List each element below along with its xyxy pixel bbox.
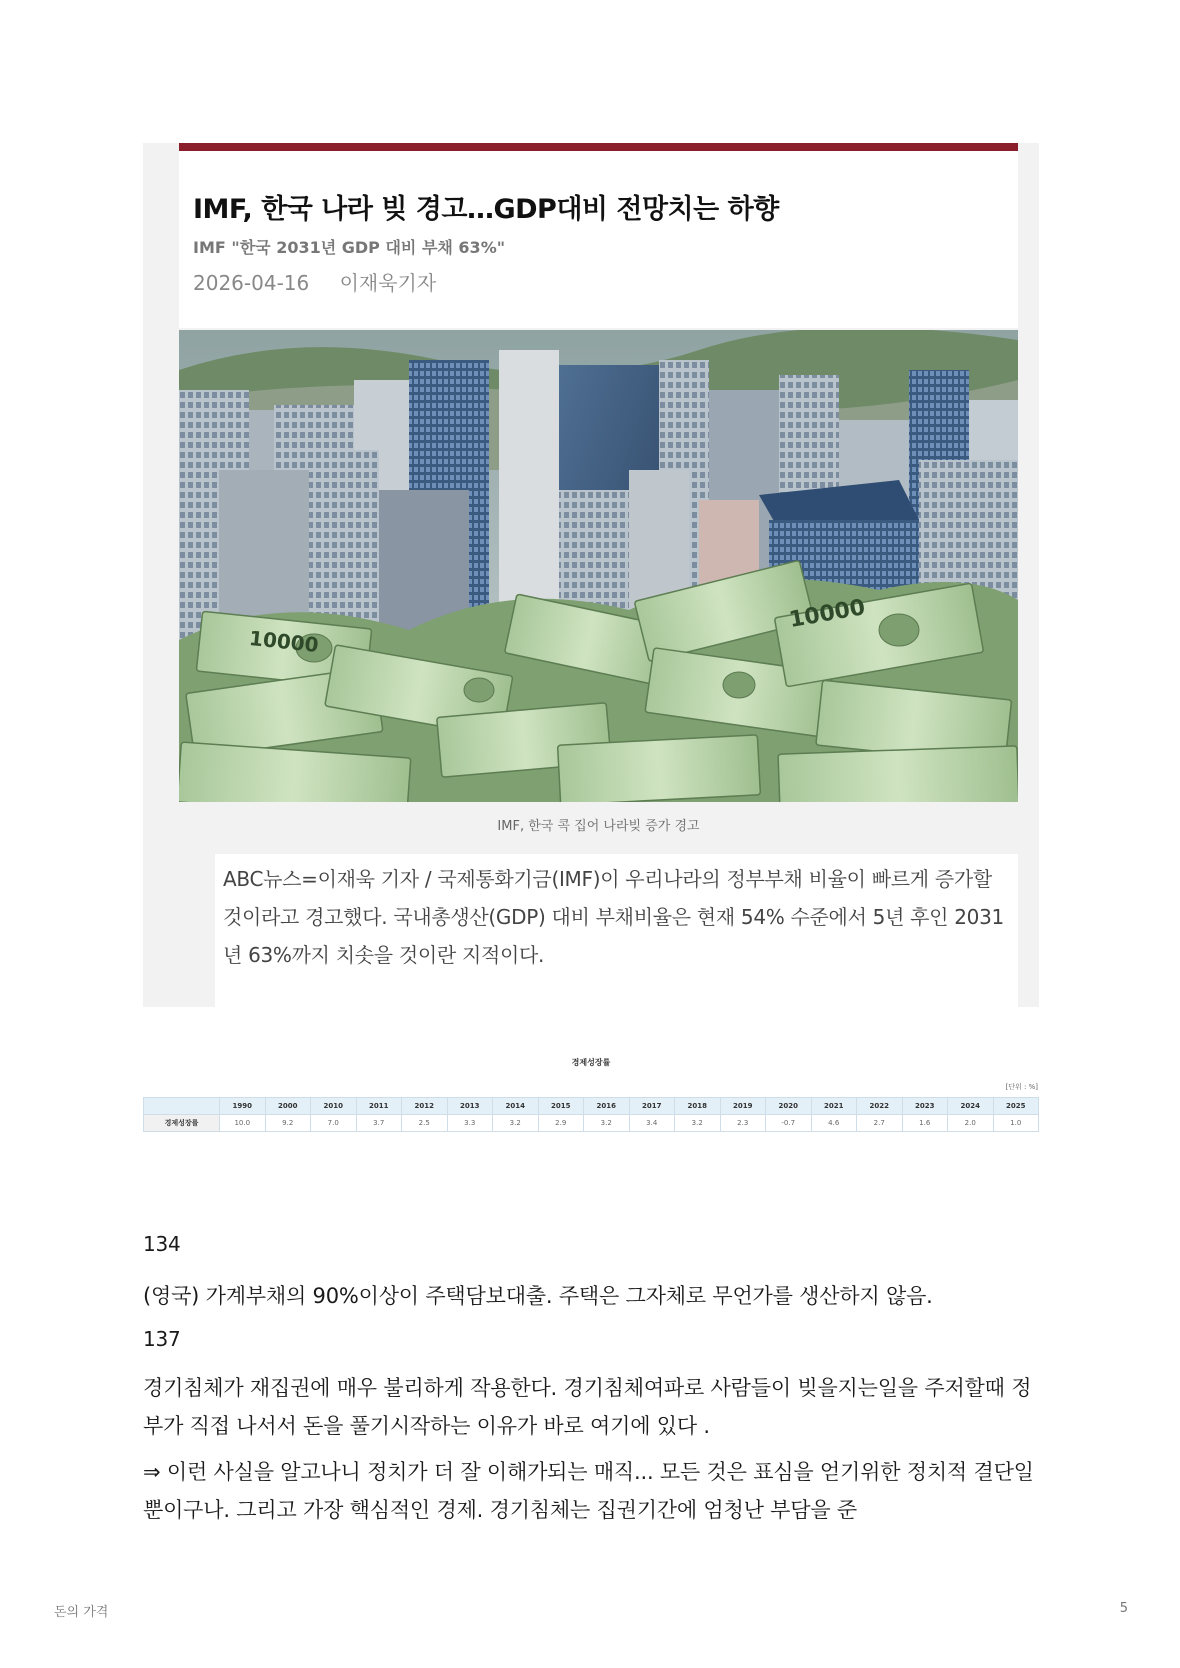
table-year-header: 2011 [356, 1098, 402, 1115]
table-title: 경제성장률 [571, 1058, 611, 1067]
news-screenshot-card [143, 143, 1039, 1007]
table-cell-value: 2.5 [402, 1115, 448, 1132]
table-cell-value: 2.0 [948, 1115, 994, 1132]
article-body-box [215, 854, 1018, 1007]
table-year-header: 2020 [766, 1098, 812, 1115]
table-row [144, 1115, 1039, 1132]
table-year-header: 2022 [857, 1098, 903, 1115]
table-cell-value: 3.2 [493, 1115, 539, 1132]
article-author: 이재욱기자 [339, 271, 437, 295]
table-cell-value: 1.6 [902, 1115, 948, 1132]
page-reference: 134 [143, 1232, 181, 1256]
table-cell-value: 3.4 [629, 1115, 675, 1132]
table-year-header: 2014 [493, 1098, 539, 1115]
photo-caption: IMF, 한국 콕 집어 나라빚 증가 경고 [497, 819, 700, 834]
article-header [179, 143, 1018, 328]
table-year-header: 2024 [948, 1098, 994, 1115]
table-cell-value: 9.2 [265, 1115, 311, 1132]
table-cell-value: 10.0 [220, 1115, 266, 1132]
table-cell-value: 7.0 [311, 1115, 357, 1132]
footer-page-number: 5 [1119, 1601, 1128, 1616]
note-paragraph: (영국) 가계부채의 90%이상이 주택담보대출. 주택은 그자체로 무언가를 생산하지 않음. [143, 1284, 933, 1308]
table-unit: [단위 : %] [1005, 1083, 1038, 1091]
note-paragraph: ⇒ 이런 사실을 알고나니 정치가 더 잘 이해가되는 매직... 모든 것은 표심을 얻기위한 정치적 결단일 뿐이구나. 그리고 가장 핵심적인 경제. 경기침체는 집권기간에 엄청난 부담을 준 [143, 1460, 1034, 1522]
note-paragraph: 경기침체가 재집권에 매우 불리하게 작용한다. 경기침체여파로 사람들이 빚을지는일을 주저할때 정부가 직접 나서서 돈을 풀기시작하는 이유가 바로 여기에 있다 . [143, 1376, 1032, 1438]
table-cell-value: 2.7 [857, 1115, 903, 1132]
table-cell-value: 2.3 [720, 1115, 766, 1132]
table-row-label: 경제성장률 [144, 1115, 220, 1132]
table-cell-value: 3.2 [584, 1115, 630, 1132]
table-header-row [144, 1098, 1039, 1115]
table-year-header: 2010 [311, 1098, 357, 1115]
table-year-header: 2016 [584, 1098, 630, 1115]
table-year-header: 2021 [811, 1098, 857, 1115]
table-year-header: 1990 [220, 1098, 266, 1115]
table-cell-value: 3.2 [675, 1115, 721, 1132]
banknote-denomination: 10000 [248, 625, 320, 658]
table-year-header: 2023 [902, 1098, 948, 1115]
table-cell-value: 4.6 [811, 1115, 857, 1132]
table-cell-value: 3.7 [356, 1115, 402, 1132]
table-year-header: 2015 [538, 1098, 584, 1115]
table-year-header: 2018 [675, 1098, 721, 1115]
article-subheadline: IMF "한국 2031년 GDP 대비 부채 63%" [193, 238, 506, 257]
article-photo [179, 330, 1018, 802]
article-meta [193, 267, 436, 296]
table-year-header: 2017 [629, 1098, 675, 1115]
table-year-header: 2019 [720, 1098, 766, 1115]
table-year-header: 2013 [447, 1098, 493, 1115]
article-body: ABC뉴스=이재욱 기자 / 국제통화기금(IMF)이 우리나라의 정부부채 비율이 빠르게 증가할 것이라고 경고했다. 국내총생산(GDP) 대비 부채비율은 현재 54% 수준에서 5년 후인 2031년 63%까지 치솟을 것이란 지적이다. [223, 867, 1004, 967]
footer-book-title: 돈의 가격 [54, 1605, 109, 1620]
article-date: 2026-04-16 [193, 271, 310, 295]
table-year-header: 2025 [993, 1098, 1039, 1115]
banknote-denomination: 10000 [787, 595, 868, 634]
table-cell-value: 2.9 [538, 1115, 584, 1132]
growth-rate-table [143, 1097, 1039, 1132]
page-reference: 137 [143, 1327, 181, 1351]
table-cell-value: 3.3 [447, 1115, 493, 1132]
table-year-header: 2000 [265, 1098, 311, 1115]
article-headline: IMF, 한국 나라 빚 경고…GDP대비 전망치는 하향 [193, 194, 779, 225]
table-cell-value: -0.7 [766, 1115, 812, 1132]
table-cell-value: 1.0 [993, 1115, 1039, 1132]
table-corner-cell [144, 1098, 220, 1115]
table-year-header: 2012 [402, 1098, 448, 1115]
